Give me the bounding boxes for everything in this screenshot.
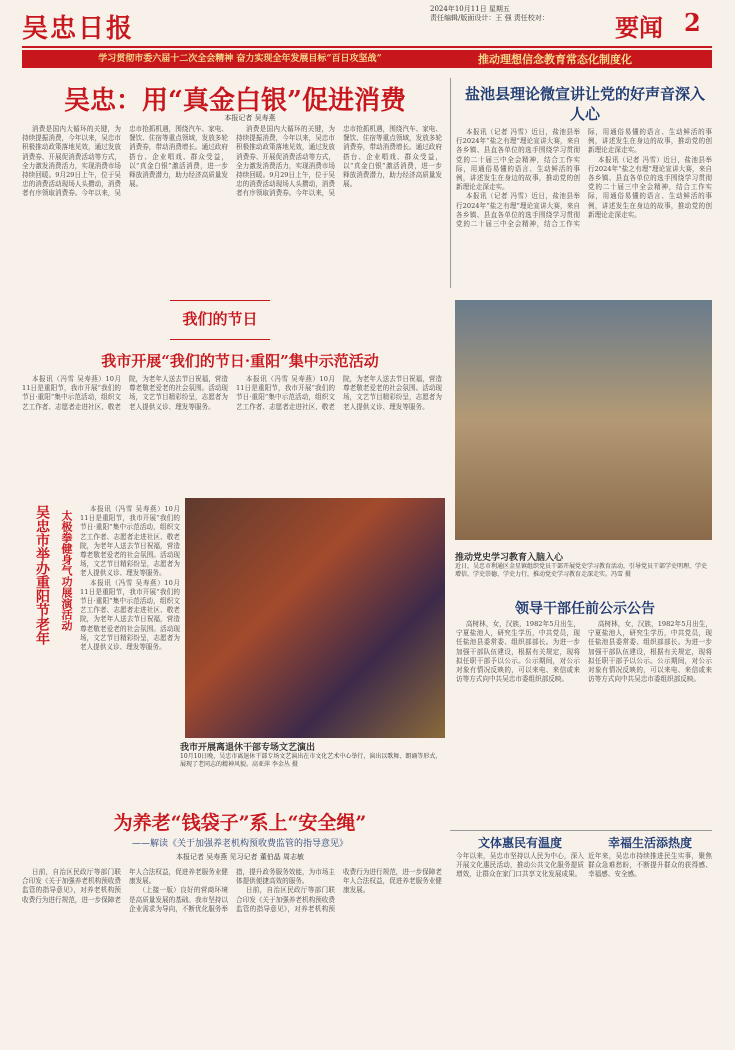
resumes-title: 领导干部任前公示公告 xyxy=(515,601,655,617)
classroom-photo xyxy=(455,300,712,540)
event-side-body: 本报讯（冯雪 吴寿燕）10月11日是重阳节，我市开展“我们的节日·重阳”集中示范活动，组织文艺工作者、志愿者走进社区、敬老院，为老年人送去节日祝福，营造尊老敬老爱老的社会氛围。活动现场，文艺节目精彩纷呈，志愿者为老人提供义诊、理发等服务。 本报讯（冯雪 吴寿燕）10月11日是重阳节，我市开展“我们的节日·重阳”集中示范活动，组织文艺工作者、志愿者走进社区、敬老院，为老年人送去节日祝福，营造尊老敬老爱老的社会氛围。活动现场，文艺节目精彩纷呈，志愿者为老人提供义诊、理发等服务。 xyxy=(80,505,180,652)
section-name: 要闻 xyxy=(615,13,663,42)
event-vertical-title: 吴忠市举办重阳节老年 xyxy=(34,505,50,645)
resumes-body: 高树林，女，汉族，1982年5月出生，宁夏盐池人，研究生学历，中共党员，现任盐池县委常委、组织部部长。为进一步加强干部队伍建设，根据有关规定，现将拟任职干部予以公示。公示期间，对公示对象有情况反映的，可以来电、来信或来访等方式向中共吴忠市委组织部反映。 高树林，女，汉族，1982年5月出生，宁夏盐池人，研究生学历，中共党员，现任盐池县委常委、组织部部长。为进一步加强干部队伍建设，根据有关规定，现将拟任职干部予以公示。公示期间，对公示对象有情况反映的，可以来电、来信或来访等方式向中共吴忠市委组织部反映。 xyxy=(456,620,712,684)
page-number: 2 xyxy=(684,8,701,37)
photo-caption xyxy=(180,740,445,769)
right-article-title: 盐池县理论微宣讲让党的好声音深入人心 xyxy=(464,85,705,123)
main-byline: 本报记者 吴寿燕 xyxy=(224,114,276,122)
photo-caption-title: 我市开展离退休干部专场文艺演出 xyxy=(180,743,316,753)
pension-byline: 本报记者 吴寿燕 见习记者 董伯晶 周志敏 xyxy=(176,853,304,861)
main-headline: 吴忠：用“真金白银”促进消费 xyxy=(64,86,406,116)
pension-subhead: ——解读《关于加强养老机构预收费监管的指导意见》 xyxy=(131,839,348,849)
culture-caption-title: 推动党史学习教育入脑入心 xyxy=(455,553,564,563)
dance-photo xyxy=(185,498,445,738)
banner-right-text: 推动理想信念教育常态化制度化 xyxy=(478,53,632,66)
main-article-body: 消费是国内大循环的关键，为持续提振消费，今年以来，吴忠市积极推动政策落地见效，通过发放消费券、开展促消费活动等方式，全力激发消费活力，实现消费市场持续回暖。9月29日上午，位于吴忠的消费活动现场人头攒动，消费者有序领取消费券。今年以来，吴忠市抢抓机遇，围绕汽车、家电、餐饮、住宿等重点领域，发放多轮消费券，带动消费增长。通过政府搭台、企业唱戏、群众受益，以“真金白银”激活消费，进一步释放消费潜力，助力经济高质量发展。 消费是国内大循环的关键，为持续提振消费，今年以来，吴忠市积极推动政策落地见效，通过发放消费券、开展促消费活动等方式，全力激发消费活力，实现消费市场持续回暖。9月29日上午，位于吴忠的消费活动现场人头攒动，消费者有序领取消费券。今年以来，吴忠市抢抓机遇，围绕汽车、家电、餐饮、住宿等重点领域，发放多轮消费券，带动消费增长。通过政府搭台、企业唱戏、群众受益，以“真金白银”激活消费，进一步释放消费潜力，助力经济高质量发展。 xyxy=(22,125,442,198)
photo-caption-text: 10月10日晚，吴忠市离退休干部专场文艺演出在市文化艺术中心举行，演出以歌舞、朗诵等形式，展现了老同志的精神风貌。高亚萍 李金丛 摄 xyxy=(180,753,442,768)
happy-life-title: 幸福生活添热度 xyxy=(607,836,692,850)
masthead-rule xyxy=(22,46,712,48)
banner-left-text: 学习贯彻市委六届十二次全会精神 奋力实现全年发展目标“百日攻坚战” xyxy=(98,54,382,64)
editor-info: 责任编辑/版面设计：王 强 责任校对： xyxy=(430,14,549,22)
issue-date: 2024年10月11日 星期五 xyxy=(430,5,510,13)
pension-article-body: 日前，自治区民政厅等部门联合印发《关于加强养老机构预收费监管的指导意见》，对养老机构预收费行为进行规范，进一步保障老年人合法权益，促进养老服务业健康发展。 （上接一版）良好的营商环境是高质量发展的基础。我市坚持以企业需求为导向，不断优化服务举措，提升政务服务效能，为市场主体提供便捷高效的服务。 日前，自治区民政厅等部门联合印发《关于加强养老机构预收费监管的指导意见》，对养老机构预收费行为进行规范，进一步保障老年人合法权益，促进养老服务业健康发展。 xyxy=(22,868,442,913)
culture-benefit-title: 文体惠民有温度 xyxy=(477,836,562,850)
masthead-title: 吴忠日报 xyxy=(22,14,135,44)
event-article-body: 本报讯（冯雪 吴寿燕）10月11日是重阳节，我市开展“我们的节日·重阳”集中示范活动，组织文艺工作者、志愿者走进社区、敬老院，为老年人送去节日祝福，营造尊老敬老爱老的社会氛围。活动现场，文艺节目精彩纷呈，志愿者为老人提供义诊、理发等服务。 本报讯（冯雪 吴寿燕）10月11日是重阳节，我市开展“我们的节日·重阳”集中示范活动，组织文艺工作者、志愿者走进社区、敬老院，为老年人送去节日祝福，营造尊老敬老爱老的社会氛围。活动现场，文艺节目精彩纷呈，志愿者为老人提供义诊、理发等服务。 xyxy=(22,375,442,411)
culture-benefit-body: 今年以来，吴忠市坚持以人民为中心，深入开展文化惠民活动，推动公共文化服务提质增效，让群众在家门口共享文化发展成果。 xyxy=(456,852,584,879)
right-article-body: 本报讯（记者 冯雪）近日，盐池县举行2024年“盐之有理”理论宣讲大赛，来自各乡镇、县直各单位的选手围绕学习贯彻党的二十届三中全会精神，结合工作实际，用通俗易懂的语言、生动鲜活的事例，讲述发生在身边的故事，推动党的创新理论走深走实。 本报讯（记者 冯雪）近日，盐池县举行2024年“盐之有理”理论宣讲大赛，来自各乡镇、县直各单位的选手围绕学习贯彻党的二十届三中全会精神，结合工作实际，用通俗易懂的语言、生动鲜活的事例，讲述发生在身边的故事，推动党的创新理论走深走实。 本报讯（记者 冯雪）近日，盐池县举行2024年“盐之有理”理论宣讲大赛，来自各乡镇、县直各单位的选手围绕学习贯彻党的二十届三中全会精神，结合工作实际，用通俗易懂的语言、生动鲜活的事例，讲述发生在身边的故事，推动党的创新理论走深走实。 xyxy=(456,128,712,229)
event-vertical-subtitle: 太极拳健身气功展演活动 xyxy=(60,510,73,631)
culture-caption xyxy=(455,550,712,579)
date-info xyxy=(430,5,605,23)
culture-caption-text: 近日，吴忠市利通区金星镇组织党员干部开展党史学习教育活动，引导党员干部学史明理、学史增信、学史崇德、学史力行，推动党史学习教育走深走实。冯雪 摄 xyxy=(455,563,708,578)
festival-logo: 我们的节日 xyxy=(170,300,270,340)
happy-life-body: 近年来，吴忠市持续推进民生实事，聚焦群众急难愁盼，不断提升群众的获得感、幸福感、安全感。 xyxy=(588,852,712,879)
pension-headline: 为养老“钱袋子”系上“安全绳” xyxy=(113,812,367,834)
event-headline: 我市开展“我们的节日·重阳”集中示范活动 xyxy=(101,352,379,370)
